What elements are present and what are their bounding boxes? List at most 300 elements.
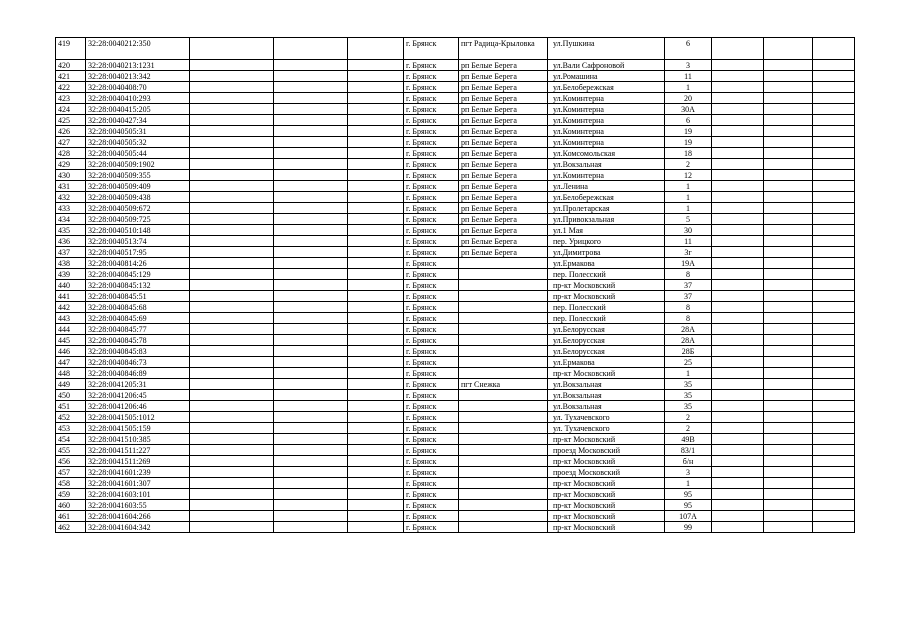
row-number-cell: 445 (56, 335, 86, 346)
cadastral-number-cell: 32:28:0041511:227 (86, 445, 190, 456)
cadastral-number-cell: 32:28:0040845:69 (86, 313, 190, 324)
row-number-cell: 448 (56, 368, 86, 379)
row-number-cell: 460 (56, 500, 86, 511)
empty-cell (348, 346, 404, 357)
table-row (56, 170, 855, 181)
city-cell: г. Брянск (404, 401, 459, 412)
empty-cell (813, 93, 855, 104)
empty-cell (712, 379, 764, 390)
empty-cell (274, 511, 348, 522)
empty-cell (712, 170, 764, 181)
row-number-cell: 422 (56, 82, 86, 93)
empty-cell (190, 280, 274, 291)
empty-cell (712, 291, 764, 302)
empty-cell (274, 137, 348, 148)
settlement-cell (459, 335, 548, 346)
empty-cell (813, 170, 855, 181)
empty-cell (764, 368, 813, 379)
cadastral-number-cell: 32:28:0040505:31 (86, 126, 190, 137)
row-number-cell: 453 (56, 423, 86, 434)
table-row (56, 423, 855, 434)
empty-cell (764, 500, 813, 511)
empty-cell (764, 181, 813, 192)
house-number-cell: 20 (665, 93, 712, 104)
house-number-cell: 83/1 (665, 445, 712, 456)
city-cell: г. Брянск (404, 511, 459, 522)
settlement-cell (459, 423, 548, 434)
row-number-cell: 432 (56, 192, 86, 203)
settlement-cell (459, 302, 548, 313)
empty-cell (764, 137, 813, 148)
empty-cell (274, 236, 348, 247)
empty-cell (712, 445, 764, 456)
settlement-cell (459, 456, 548, 467)
street-cell: ул.Белорусская (548, 346, 665, 357)
empty-cell (813, 38, 855, 60)
empty-cell (274, 71, 348, 82)
city-cell: г. Брянск (404, 115, 459, 126)
empty-cell (274, 401, 348, 412)
empty-cell (190, 467, 274, 478)
empty-cell (712, 368, 764, 379)
empty-cell (712, 511, 764, 522)
table-row (56, 137, 855, 148)
cadastral-number-cell: 32:28:0040845:129 (86, 269, 190, 280)
table-row (56, 379, 855, 390)
row-number-cell: 431 (56, 181, 86, 192)
city-cell: г. Брянск (404, 225, 459, 236)
empty-cell (274, 258, 348, 269)
street-cell: ул.Коминтерна (548, 126, 665, 137)
empty-cell (274, 269, 348, 280)
house-number-cell: 12 (665, 170, 712, 181)
table-row (56, 467, 855, 478)
empty-cell (813, 390, 855, 401)
empty-cell (190, 423, 274, 434)
empty-cell (764, 445, 813, 456)
settlement-cell: рп Белые Берега (459, 192, 548, 203)
empty-cell (348, 82, 404, 93)
empty-cell (274, 159, 348, 170)
table-row (56, 511, 855, 522)
row-number-cell: 451 (56, 401, 86, 412)
house-number-cell: 25 (665, 357, 712, 368)
empty-cell (348, 478, 404, 489)
row-number-cell: 435 (56, 225, 86, 236)
empty-cell (274, 346, 348, 357)
empty-cell (190, 511, 274, 522)
empty-cell (348, 467, 404, 478)
empty-cell (764, 489, 813, 500)
house-number-cell: 1 (665, 368, 712, 379)
empty-cell (190, 313, 274, 324)
cadastral-number-cell: 32:28:0040509:672 (86, 203, 190, 214)
street-cell: ул.Белорусская (548, 324, 665, 335)
empty-cell (813, 357, 855, 368)
empty-cell (190, 181, 274, 192)
row-number-cell: 459 (56, 489, 86, 500)
cadastral-number-cell: 32:28:0041205:31 (86, 379, 190, 390)
cadastral-number-cell: 32:28:0040505:44 (86, 148, 190, 159)
table-row (56, 445, 855, 456)
cadastral-number-cell: 32:28:0040846:73 (86, 357, 190, 368)
empty-cell (764, 313, 813, 324)
settlement-cell: пгт Снежка (459, 379, 548, 390)
table-row (56, 159, 855, 170)
row-number-cell: 429 (56, 159, 86, 170)
city-cell: г. Брянск (404, 302, 459, 313)
empty-cell (813, 280, 855, 291)
city-cell: г. Брянск (404, 93, 459, 104)
empty-cell (813, 368, 855, 379)
empty-cell (190, 401, 274, 412)
empty-cell (348, 159, 404, 170)
house-number-cell: 5 (665, 214, 712, 225)
city-cell: г. Брянск (404, 170, 459, 181)
empty-cell (712, 500, 764, 511)
cadastral-number-cell: 32:28:0040509:409 (86, 181, 190, 192)
row-number-cell: 426 (56, 126, 86, 137)
empty-cell (764, 214, 813, 225)
empty-cell (274, 203, 348, 214)
table-row (56, 115, 855, 126)
street-cell: пр-кт Московский (548, 456, 665, 467)
house-number-cell: 35 (665, 379, 712, 390)
empty-cell (813, 434, 855, 445)
street-cell: ул.Коминтерна (548, 104, 665, 115)
empty-cell (190, 71, 274, 82)
empty-cell (764, 269, 813, 280)
empty-cell (274, 412, 348, 423)
city-cell: г. Брянск (404, 324, 459, 335)
empty-cell (764, 401, 813, 412)
empty-cell (274, 148, 348, 159)
empty-cell (813, 115, 855, 126)
empty-cell (813, 148, 855, 159)
row-number-cell: 449 (56, 379, 86, 390)
empty-cell (764, 148, 813, 159)
house-number-cell: 35 (665, 390, 712, 401)
empty-cell (274, 357, 348, 368)
cadastral-number-cell: 32:28:0041603:55 (86, 500, 190, 511)
row-number-cell: 436 (56, 236, 86, 247)
empty-cell (348, 280, 404, 291)
street-cell: пер. Полесский (548, 269, 665, 280)
row-number-cell: 455 (56, 445, 86, 456)
row-number-cell: 440 (56, 280, 86, 291)
house-number-cell: 35 (665, 401, 712, 412)
street-cell: ул.Вали Сафроновой (548, 60, 665, 71)
table-row (56, 412, 855, 423)
empty-cell (348, 302, 404, 313)
empty-cell (764, 258, 813, 269)
table-row (56, 60, 855, 71)
empty-cell (813, 269, 855, 280)
settlement-cell: рп Белые Берега (459, 236, 548, 247)
house-number-cell: 30А (665, 104, 712, 115)
empty-cell (813, 379, 855, 390)
settlement-cell: рп Белые Берега (459, 82, 548, 93)
cadastral-number-cell: 32:28:0040846:89 (86, 368, 190, 379)
house-number-cell: 2 (665, 423, 712, 434)
empty-cell (764, 60, 813, 71)
empty-cell (712, 313, 764, 324)
street-cell: ул.Ромашина (548, 71, 665, 82)
settlement-cell (459, 258, 548, 269)
house-number-cell: 3 (665, 467, 712, 478)
empty-cell (190, 38, 274, 60)
city-cell: г. Брянск (404, 357, 459, 368)
empty-cell (712, 467, 764, 478)
city-cell: г. Брянск (404, 445, 459, 456)
settlement-cell: рп Белые Берега (459, 181, 548, 192)
city-cell: г. Брянск (404, 291, 459, 302)
table-row (56, 269, 855, 280)
table-row (56, 346, 855, 357)
empty-cell (190, 159, 274, 170)
empty-cell (764, 247, 813, 258)
street-cell: пр-кт Московский (548, 478, 665, 489)
settlement-cell: рп Белые Берега (459, 60, 548, 71)
empty-cell (274, 445, 348, 456)
empty-cell (764, 467, 813, 478)
row-number-cell: 457 (56, 467, 86, 478)
street-cell: ул.Коминтерна (548, 115, 665, 126)
table-row (56, 280, 855, 291)
empty-cell (712, 203, 764, 214)
table-row (56, 93, 855, 104)
settlement-cell: рп Белые Берега (459, 170, 548, 181)
table-row (56, 192, 855, 203)
settlement-cell: рп Белые Берега (459, 148, 548, 159)
street-cell: пр-кт Московский (548, 434, 665, 445)
empty-cell (348, 258, 404, 269)
empty-cell (274, 280, 348, 291)
empty-cell (712, 335, 764, 346)
empty-cell (190, 324, 274, 335)
empty-cell (274, 390, 348, 401)
table-row (56, 82, 855, 93)
empty-cell (813, 159, 855, 170)
cadastral-number-cell: 32:28:0040517:95 (86, 247, 190, 258)
table-row (56, 38, 855, 60)
row-number-cell: 444 (56, 324, 86, 335)
settlement-cell (459, 522, 548, 533)
empty-cell (712, 93, 764, 104)
house-number-cell: 28А (665, 335, 712, 346)
house-number-cell: 1 (665, 192, 712, 203)
empty-cell (712, 258, 764, 269)
empty-cell (274, 489, 348, 500)
table-row (56, 500, 855, 511)
empty-cell (348, 115, 404, 126)
empty-cell (348, 192, 404, 203)
empty-cell (190, 192, 274, 203)
settlement-cell: рп Белые Берега (459, 115, 548, 126)
city-cell: г. Брянск (404, 346, 459, 357)
house-number-cell: 8 (665, 302, 712, 313)
settlement-cell: рп Белые Берега (459, 126, 548, 137)
empty-cell (813, 82, 855, 93)
city-cell: г. Брянск (404, 60, 459, 71)
empty-cell (764, 225, 813, 236)
cadastral-number-cell: 32:28:0040509:355 (86, 170, 190, 181)
empty-cell (274, 313, 348, 324)
table-row (56, 478, 855, 489)
empty-cell (712, 489, 764, 500)
table-row (56, 236, 855, 247)
empty-cell (190, 412, 274, 423)
empty-cell (712, 71, 764, 82)
empty-cell (348, 269, 404, 280)
empty-cell (813, 291, 855, 302)
empty-cell (274, 324, 348, 335)
empty-cell (190, 456, 274, 467)
empty-cell (348, 60, 404, 71)
empty-cell (813, 192, 855, 203)
empty-cell (274, 60, 348, 71)
empty-cell (712, 181, 764, 192)
settlement-cell (459, 324, 548, 335)
empty-cell (764, 93, 813, 104)
street-cell: ул.1 Мая (548, 225, 665, 236)
street-cell: пр-кт Московский (548, 280, 665, 291)
empty-cell (764, 280, 813, 291)
cadastral-number-cell: 32:28:0040814:26 (86, 258, 190, 269)
row-number-cell: 454 (56, 434, 86, 445)
table-row (56, 126, 855, 137)
empty-cell (274, 478, 348, 489)
street-cell: проезд Московский (548, 467, 665, 478)
row-number-cell: 438 (56, 258, 86, 269)
settlement-cell: рп Белые Берега (459, 203, 548, 214)
street-cell: ул.Вокзальная (548, 401, 665, 412)
empty-cell (190, 346, 274, 357)
empty-cell (274, 170, 348, 181)
empty-cell (348, 126, 404, 137)
settlement-cell (459, 489, 548, 500)
empty-cell (190, 214, 274, 225)
street-cell: ул.Ленина (548, 181, 665, 192)
house-number-cell: 37 (665, 291, 712, 302)
cadastral-number-cell: 32:28:0040408:70 (86, 82, 190, 93)
settlement-cell (459, 346, 548, 357)
empty-cell (348, 247, 404, 258)
empty-cell (813, 104, 855, 115)
settlement-cell (459, 313, 548, 324)
empty-cell (712, 478, 764, 489)
empty-cell (764, 82, 813, 93)
settlement-cell (459, 434, 548, 445)
table-row (56, 434, 855, 445)
row-number-cell: 437 (56, 247, 86, 258)
settlement-cell (459, 390, 548, 401)
empty-cell (764, 324, 813, 335)
house-number-cell: 30 (665, 225, 712, 236)
city-cell: г. Брянск (404, 280, 459, 291)
house-number-cell: 37 (665, 280, 712, 291)
empty-cell (764, 302, 813, 313)
street-cell: ул.Коминтерна (548, 93, 665, 104)
house-number-cell: 19А (665, 258, 712, 269)
empty-cell (274, 302, 348, 313)
settlement-cell: рп Белые Берега (459, 225, 548, 236)
city-cell: г. Брянск (404, 478, 459, 489)
house-number-cell: 18 (665, 148, 712, 159)
empty-cell (348, 511, 404, 522)
street-cell: пр-кт Московский (548, 489, 665, 500)
empty-cell (190, 203, 274, 214)
city-cell: г. Брянск (404, 71, 459, 82)
empty-cell (190, 291, 274, 302)
row-number-cell: 421 (56, 71, 86, 82)
empty-cell (348, 445, 404, 456)
empty-cell (813, 258, 855, 269)
empty-cell (764, 38, 813, 60)
row-number-cell: 446 (56, 346, 86, 357)
empty-cell (712, 236, 764, 247)
empty-cell (274, 38, 348, 60)
empty-cell (348, 434, 404, 445)
street-cell: ул. Тухачевского (548, 423, 665, 434)
table-row (56, 390, 855, 401)
cadastral-number-cell: 32:28:0041601:239 (86, 467, 190, 478)
empty-cell (348, 291, 404, 302)
empty-cell (712, 434, 764, 445)
cadastral-number-cell: 32:28:0041505:159 (86, 423, 190, 434)
empty-cell (348, 313, 404, 324)
empty-cell (712, 192, 764, 203)
empty-cell (274, 104, 348, 115)
cadastral-number-cell: 32:28:0040845:51 (86, 291, 190, 302)
street-cell: пр-кт Московский (548, 500, 665, 511)
empty-cell (190, 170, 274, 181)
empty-cell (764, 159, 813, 170)
city-cell: г. Брянск (404, 500, 459, 511)
empty-cell (190, 258, 274, 269)
empty-cell (190, 247, 274, 258)
empty-cell (190, 60, 274, 71)
city-cell: г. Брянск (404, 379, 459, 390)
empty-cell (190, 434, 274, 445)
row-number-cell: 425 (56, 115, 86, 126)
empty-cell (764, 412, 813, 423)
cadastral-number-cell: 32:28:0040845:68 (86, 302, 190, 313)
empty-cell (813, 401, 855, 412)
street-cell: ул.Димитрова (548, 247, 665, 258)
empty-cell (190, 357, 274, 368)
empty-cell (348, 214, 404, 225)
row-number-cell: 434 (56, 214, 86, 225)
empty-cell (764, 236, 813, 247)
empty-cell (813, 181, 855, 192)
empty-cell (813, 456, 855, 467)
empty-cell (764, 335, 813, 346)
row-number-cell: 442 (56, 302, 86, 313)
empty-cell (348, 368, 404, 379)
empty-cell (764, 126, 813, 137)
settlement-cell (459, 467, 548, 478)
city-cell: г. Брянск (404, 467, 459, 478)
table-row (56, 302, 855, 313)
settlement-cell: рп Белые Берега (459, 137, 548, 148)
empty-cell (274, 522, 348, 533)
empty-cell (813, 500, 855, 511)
empty-cell (764, 390, 813, 401)
empty-cell (813, 445, 855, 456)
empty-cell (712, 401, 764, 412)
city-cell: г. Брянск (404, 489, 459, 500)
